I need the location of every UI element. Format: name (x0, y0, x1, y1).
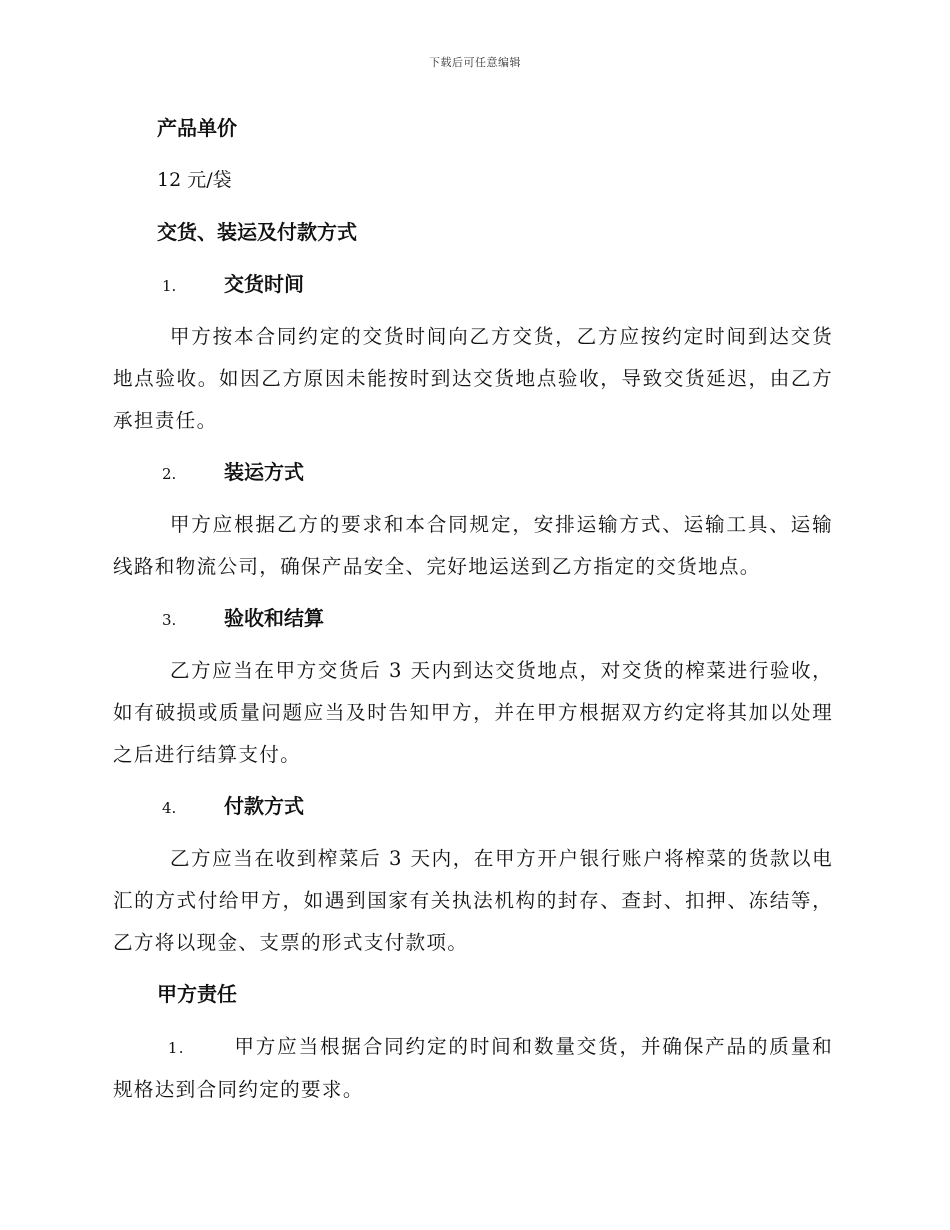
section-heading-delivery: 交货、装运及付款方式 (157, 220, 357, 244)
page-header: 下载后可任意编辑 (429, 56, 521, 69)
clause-text-4: 乙方应当在收到榨菜后 3 天内，在甲方开户银行账户将榨菜的货款以电汇的方式付给甲方，如遇到国家有关执法机构的封存、查封、扣押、冻结等，乙方将以现金、支票的形式支付款项。 (113, 847, 833, 954)
price-value: 12 元/袋 (157, 169, 232, 191)
clause-title: 付款方式 (224, 794, 304, 818)
clause-heading-2 (162, 452, 833, 504)
clause-number: 3. (162, 611, 177, 629)
clause-heading-1 (162, 264, 833, 316)
document-body (113, 108, 833, 1121)
clause-title: 验收和结算 (224, 606, 324, 630)
clause-heading-3 (162, 598, 833, 650)
party-a-item-1 (113, 1026, 833, 1111)
clause-text-1: 甲方按本合同约定的交货时间向乙方交货，乙方应按约定时间到达交货地点验收。如因乙方原因未能按时到达交货地点验收，导致交货延迟，由乙方承担责任。 (113, 325, 833, 432)
list-text: 甲方应当根据合同约定的时间和数量交货，并确保产品的质量和规格达到合同约定的要求。 (113, 1035, 833, 1101)
list-number: 1. (167, 1039, 185, 1057)
clause-number: 4. (162, 799, 177, 817)
clause-heading-4 (162, 786, 833, 838)
section-heading-price: 产品单价 (157, 116, 237, 140)
clause-title: 装运方式 (224, 460, 304, 484)
clause-title: 交货时间 (224, 272, 304, 296)
clause-number: 1. (162, 277, 177, 295)
clause-text-3: 乙方应当在甲方交货后 3 天内到达交货地点，对交货的榨菜进行验收，如有破损或质量问题应当及时告知甲方，并在甲方根据双方约定将其加以处理之后进行结算支付。 (113, 659, 833, 766)
clause-text-2: 甲方应根据乙方的要求和本合同规定，安排运输方式、运输工具、运输线路和物流公司，确保产品安全、完好地运送到乙方指定的交货地点。 (113, 513, 833, 578)
clause-number: 2. (162, 465, 177, 483)
section-heading-party-a: 甲方责任 (157, 982, 237, 1006)
